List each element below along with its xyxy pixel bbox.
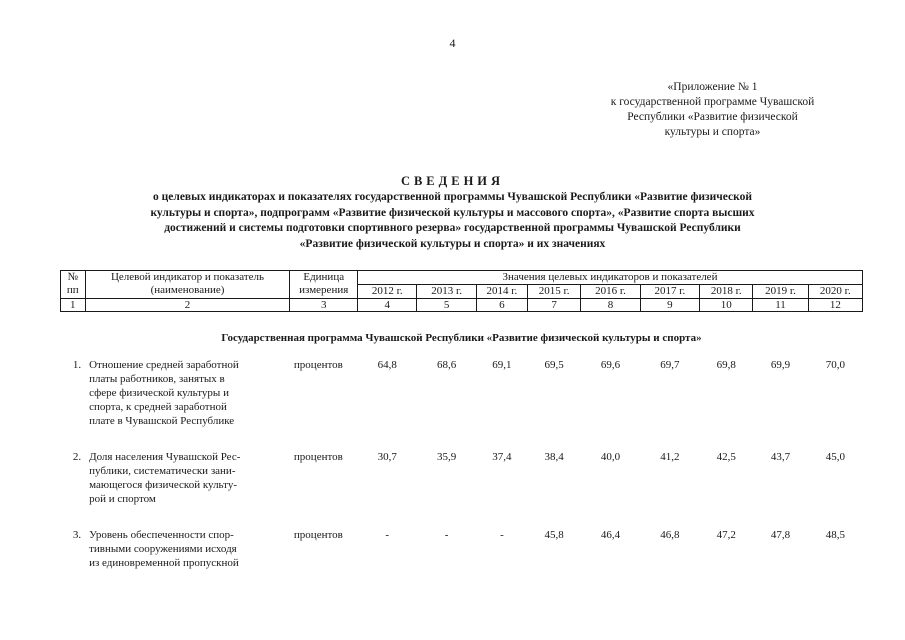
header-row [61, 271, 863, 285]
header-year: 2015 г. [528, 285, 581, 299]
value-cell: 69,8 [716, 359, 736, 371]
column-number: 9 [640, 299, 699, 312]
column-number: 3 [290, 299, 358, 312]
value-cell: - [385, 529, 390, 541]
value-cell: 48,5 [825, 529, 845, 541]
header-values-group: Значения целевых индикаторов и показателей [358, 271, 863, 285]
appendix-line: культуры и спорта» [664, 126, 761, 138]
value-cell: 30,7 [377, 451, 397, 463]
unit-cell: процентов [293, 529, 343, 541]
table-row [61, 528, 863, 570]
value-cell: 46,4 [600, 529, 621, 541]
column-number: 12 [808, 299, 862, 312]
column-number: 4 [358, 299, 417, 312]
indicator-name: Отношение средней заработной платы работников, занятых в сфере физической культуры и спорта, к средней заработной плате в Чувашской Республике [89, 359, 239, 427]
column-number: 5 [417, 299, 476, 312]
section-row [61, 312, 863, 359]
column-number: 2 [85, 299, 290, 312]
value-cell: 43,7 [770, 451, 791, 463]
value-cell: 35,9 [437, 451, 457, 463]
header-indicator-name: Целевой индикатор и показатель (наименование) [85, 271, 290, 299]
subtitle-line: достижений и системы подготовки спортивного резерва» государственной программы Чувашской Республики [164, 222, 741, 234]
unit-cell: процентов [293, 359, 343, 371]
subtitle-line: культуры и спорта», подпрограмм «Развитие физической культуры и массового спорта», «Развитие спорта высших [150, 206, 755, 219]
value-cell: - [500, 529, 504, 541]
row-number: 1. [72, 359, 82, 371]
subtitle-line: «Развитие физической культуры и спорта» и их значениях [299, 237, 606, 250]
document-title: СВЕДЕНИЯ [400, 174, 505, 188]
value-cell: 70,0 [825, 359, 845, 371]
header-year: 2020 г. [808, 285, 862, 299]
value-cell: 69,5 [544, 359, 564, 371]
column-number: 7 [528, 299, 581, 312]
document-subtitle [60, 190, 845, 252]
header-year: 2013 г. [417, 285, 476, 299]
column-number: 11 [753, 299, 808, 312]
column-number: 6 [476, 299, 527, 312]
value-cell: 38,4 [544, 451, 564, 463]
indicator-name: Уровень обеспеченности спор- тивными сооружениями исходя из единовременной пропускной [89, 529, 239, 569]
value-cell: 69,7 [660, 359, 680, 371]
page-number: 4 [449, 36, 456, 50]
value-cell: 42,5 [716, 451, 736, 463]
header-year: 2018 г. [700, 285, 753, 299]
value-cell: 69,1 [492, 359, 512, 371]
column-number: 1 [61, 299, 86, 312]
column-number: 8 [581, 299, 640, 312]
indicators-table [60, 270, 863, 570]
appendix-line: «Приложение № 1 [667, 81, 758, 93]
header-year: 2014 г. [476, 285, 527, 299]
section-title: Государственная программа Чувашской Республики «Развитие физической культуры и спорта» [221, 332, 702, 344]
row-spacer [61, 428, 863, 450]
table-row [61, 450, 863, 506]
header-year: 2012 г. [358, 285, 417, 299]
value-cell: 40,0 [600, 451, 621, 463]
column-number: 10 [700, 299, 753, 312]
value-cell: 45,8 [544, 529, 564, 541]
indicator-name: Доля населения Чувашской Рес- публики, систематически зани- мающегося физической культу- рой и спортом [89, 451, 241, 505]
value-cell: 68,6 [437, 359, 457, 371]
appendix-line: к государственной программе Чувашской [610, 96, 815, 108]
value-cell: 46,8 [660, 529, 680, 541]
value-cell: 69,6 [600, 359, 621, 371]
value-cell: 45,0 [825, 451, 845, 463]
value-cell: 64,8 [377, 359, 397, 371]
header-unit: Единица измерения [290, 271, 358, 299]
row-spacer [61, 506, 863, 528]
appendix-line: Республики «Развитие физической [627, 111, 798, 123]
value-cell: 37,4 [492, 451, 512, 463]
appendix-note [560, 80, 865, 140]
value-cell: 47,2 [716, 529, 736, 541]
value-cell: 47,8 [770, 529, 791, 541]
value-cell: 41,2 [660, 451, 680, 463]
table-row [61, 358, 863, 428]
row-number: 2. [72, 451, 82, 463]
value-cell: 69,9 [770, 359, 791, 371]
value-cell: - [444, 529, 449, 541]
header-year: 2016 г. [581, 285, 640, 299]
unit-cell: процентов [293, 451, 343, 463]
row-number: 3. [72, 529, 82, 541]
header-year: 2019 г. [753, 285, 808, 299]
header-num: № пп [61, 271, 86, 299]
subtitle-line: о целевых индикаторах и показателях государственной программы Чувашской Республики «Развитие физической [153, 191, 752, 203]
header-year: 2017 г. [640, 285, 699, 299]
column-number-row [61, 299, 863, 312]
